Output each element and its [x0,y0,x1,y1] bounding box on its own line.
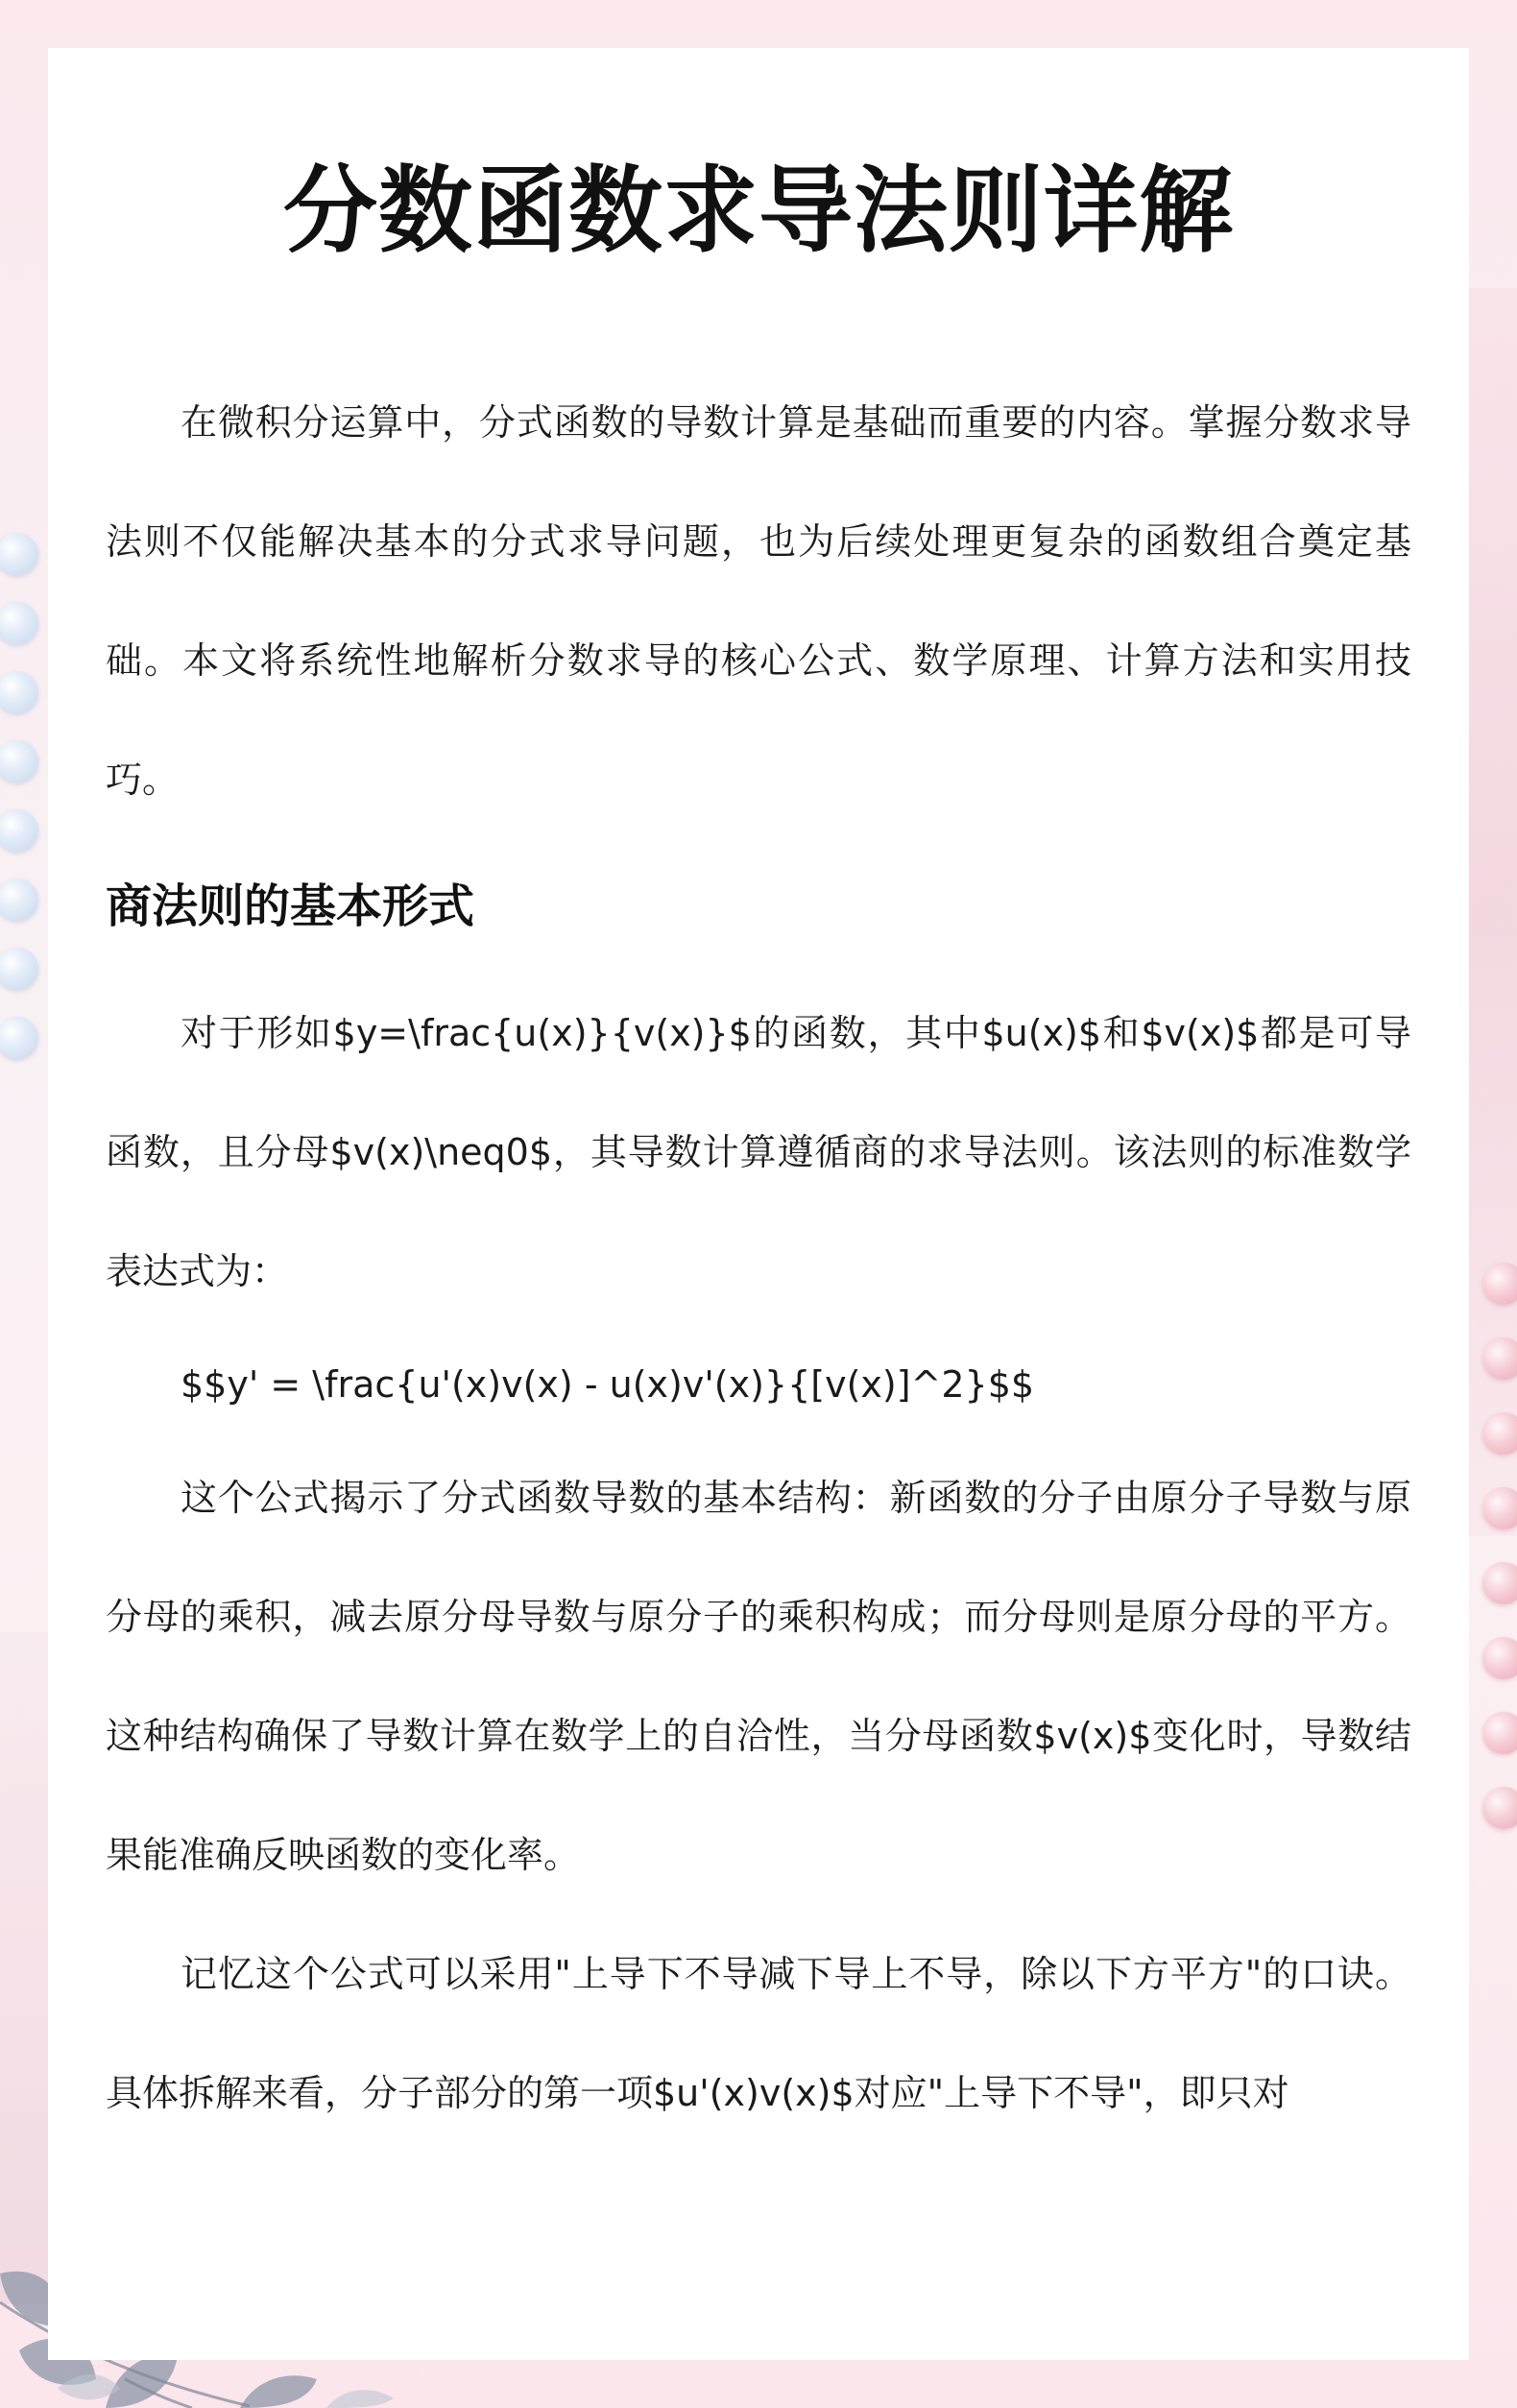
paragraph-definition: 对于形如$y=\frac{u(x)}{v(x)}$的函数，其中$u(x)$和$v(x)$都是可导函数，且分母$v(x)\neq0$，其导数计算遵循商的求导法则。该法则的标准数学表达式为： [106,1012,1411,1292]
article-card [48,48,1469,2360]
bubble-decoration [1482,1562,1517,1604]
bubble-decoration [0,809,38,852]
quotient-rule-formula: $$y' = \frac{u'(x)v(x) - u(x)v'(x)}{[v(x)]^2}$$ [181,1363,1035,1406]
section-heading: 商法则的基本形式 [106,879,475,933]
bubble-decoration [0,602,38,644]
bubble-decoration [1482,1487,1517,1529]
bubble-decoration [1482,1637,1517,1679]
bubble-decoration [0,879,38,921]
bubble-decoration [0,948,38,990]
bubble-decoration [0,740,38,783]
bubble-decoration [0,671,38,713]
bubble-decoration [1482,1412,1517,1455]
intro-paragraph: 在微积分运算中，分式函数的导数计算是基础而重要的内容。掌握分数求导法则不仅能解决基本的分式求导问题，也为后续处理更复杂的函数组合奠定基础。本文将系统性地解析分数求导的核心公式、数学原理、计算方法和实用技巧。 [106,401,1411,801]
bubble-decoration [1482,1263,1517,1305]
bubble-decoration [1482,1787,1517,1829]
bubble-decoration [0,1017,38,1059]
bubble-decoration [1482,1712,1517,1754]
bubble-decoration [1482,1337,1517,1380]
background-wash-left [0,1632,48,2304]
article-body [106,363,1411,2153]
bubble-decoration [0,533,38,575]
paragraph-explanation: 这个公式揭示了分式函数导数的基本结构：新函数的分子由原分子导数与原分母的乘积，减去原分母导数与原分子的乘积构成；而分母则是原分母的平方。这种结构确保了导数计算在数学上的自洽性，当分母函数$v(x)$变化时，导数结果能准确反映函数的变化率。 [106,1477,1411,1876]
page-title: 分数函数求导法则详解 [282,157,1234,266]
paragraph-mnemonic: 记忆这个公式可以采用"上导下不导减下导上不导，除以下方平方"的口诀。具体拆解来看，分子部分的第一项$u'(x)v(x)$对应"上导下不导"，即只对 [106,1953,1411,2114]
